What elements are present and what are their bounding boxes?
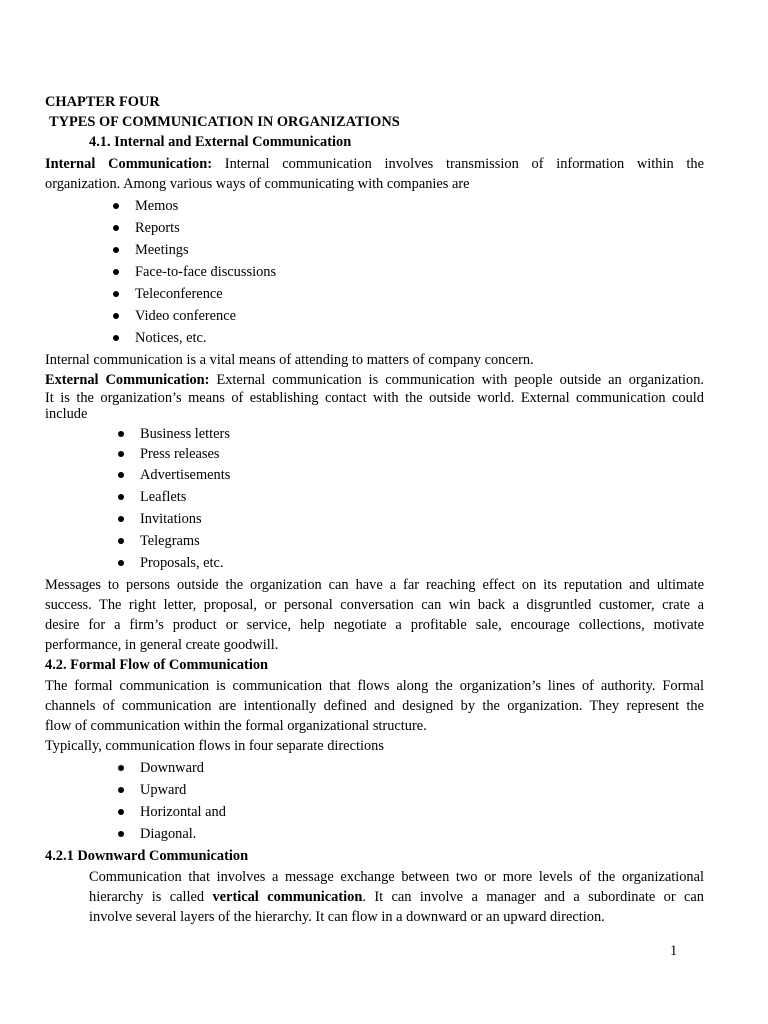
external-communication-text-1: External communication is communication with people outside an organization.: [209, 372, 704, 388]
list-item: Proposals, etc.: [45, 553, 704, 575]
bullet-icon: [113, 247, 119, 253]
page-content: [45, 92, 704, 927]
downward-communication-paragraph: [45, 867, 704, 927]
bullet-icon: [113, 225, 119, 231]
external-communication-line-1: [45, 370, 704, 388]
list-item: Advertisements: [45, 465, 704, 487]
internal-communication-text-1: Internal communication involves transmission of information within the: [212, 156, 704, 172]
list-item: Reports: [45, 218, 704, 240]
chapter-subtitle: TYPES OF COMMUNICATION IN ORGANIZATIONS: [49, 114, 400, 130]
list-item: Downward: [45, 758, 704, 780]
bullet-icon: [118, 809, 124, 815]
list-item: Memos: [45, 196, 704, 218]
list-item: Face-to-face discussions: [45, 262, 704, 284]
bullet-icon: [118, 765, 124, 771]
downward-line-3: involve several layers of the hierarchy. It can flow in a downward or an upward direction.: [89, 909, 605, 925]
external-communication-list: [45, 424, 704, 575]
bullet-icon: [113, 335, 119, 341]
list-item: Video conference: [45, 306, 704, 328]
internal-communication-label: Internal Communication:: [45, 156, 213, 172]
list-item: Teleconference: [45, 284, 704, 306]
list-item: Notices, etc.: [45, 328, 704, 350]
bullet-icon: [118, 538, 124, 544]
bullet-icon: [118, 560, 124, 566]
external-communication-line-2: It is the organization’s means of establishing contact with the outside world. External communication could: [45, 390, 704, 406]
list-item: Upward: [45, 780, 704, 802]
vertical-communication-term: vertical communication: [212, 889, 363, 905]
bullet-icon: [113, 291, 119, 297]
bullet-icon: [118, 472, 124, 478]
list-item: Meetings: [45, 240, 704, 262]
internal-communication-list: [45, 196, 704, 350]
formal-line-3: flow of communication within the formal organizational structure.: [45, 718, 427, 734]
directions-list: [45, 758, 704, 846]
internal-communication-summary: Internal communication is a vital means of attending to matters of company concern.: [45, 352, 534, 368]
list-item: Telegrams: [45, 531, 704, 553]
downward-line-1: Communication that involves a message exchange between two or more levels of the organizational: [89, 869, 704, 885]
external-communication-label: External Communication:: [45, 372, 210, 388]
formal-line-1: The formal communication is communication that flows along the organization’s lines of authority. Formal: [45, 678, 704, 694]
list-item: Leaflets: [45, 487, 704, 509]
section-4-2-1-heading: 4.2.1 Downward Communication: [45, 848, 249, 864]
formal-line-2: channels of communication are intentionally defined and designed by the organization. They represent the: [45, 698, 704, 714]
bullet-icon: [113, 269, 119, 275]
list-item: Invitations: [45, 509, 704, 531]
external-communication-line-3: include: [45, 406, 88, 422]
messages-line-2: success. The right letter, proposal, or personal conversation can win back a disgruntled customer, crate a: [45, 597, 704, 613]
messages-line-3: desire for a firm’s product or service, help negotiate a profitable sale, encourage collections, motivate: [45, 617, 704, 633]
list-item: Business letters: [45, 424, 704, 444]
bullet-icon: [118, 787, 124, 793]
typically-line: Typically, communication flows in four separate directions: [45, 738, 384, 754]
bullet-icon: [113, 313, 119, 319]
page-number: 1: [670, 943, 678, 959]
list-item: Horizontal and: [45, 802, 704, 824]
downward-line-2: hierarchy is called vertical communication. It can involve a manager and a subordinate or can: [89, 889, 704, 905]
bullet-icon: [118, 831, 124, 837]
bullet-icon: [118, 451, 124, 457]
section-4-2-heading: 4.2. Formal Flow of Communication: [45, 657, 269, 673]
messages-line-1: Messages to persons outside the organization can have a far reaching effect on its reputation and ultimate: [45, 577, 704, 593]
list-item: Press releases: [45, 444, 704, 465]
internal-communication-line-2: organization. Among various ways of communicating with companies are: [45, 176, 470, 192]
messages-line-4: performance, in general create goodwill.: [45, 637, 279, 653]
bullet-icon: [118, 516, 124, 522]
chapter-title: CHAPTER FOUR: [45, 94, 160, 110]
section-4-1-heading: 4.1. Internal and External Communication: [89, 134, 352, 150]
internal-communication-line-1: [45, 154, 704, 174]
list-item: Diagonal.: [45, 824, 704, 846]
bullet-icon: [118, 431, 124, 437]
bullet-icon: [118, 494, 124, 500]
bullet-icon: [113, 203, 119, 209]
